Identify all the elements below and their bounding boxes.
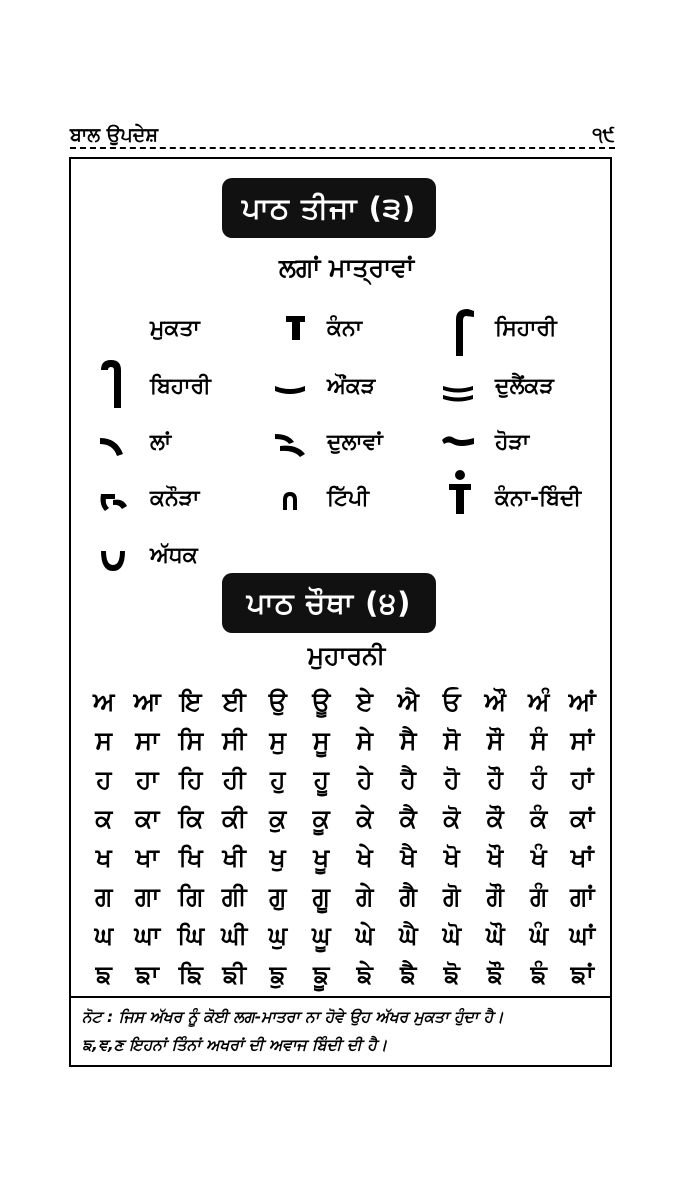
muharni-cell: ਹਿ — [179, 764, 203, 794]
muharni-cell: ਗੁ — [269, 881, 287, 911]
kanna-sign-icon — [272, 310, 312, 350]
muharni-cell: ਹਾਂ — [571, 764, 594, 794]
muharni-cell: ਕ — [95, 803, 113, 833]
muharni-cell: ਖੂ — [313, 842, 330, 872]
muharni-cell: ਘੋ — [442, 920, 462, 950]
muharni-cell: ਖਾਂ — [570, 842, 594, 872]
muharni-cell: ਕਾ — [135, 803, 160, 833]
muharni-cell: ਹਾ — [135, 764, 159, 794]
muharni-cell: ਗੂ — [312, 881, 330, 911]
matra-name: ਲਾਂ — [150, 430, 172, 455]
muharni-cell: ਙੇ — [356, 959, 373, 989]
matra-item-laan — [95, 424, 245, 464]
note-line-2: ਙ,ਞ,ਣ ਇਹਨਾਂ ਤਿੰਨਾਂ ਅਖਰਾਂ ਦੀ ਅਵਾਜ ਬਿੰਦੀ ਦੀ ਹੈ। — [82, 1036, 388, 1054]
muharni-cell: ਙ — [95, 959, 112, 989]
dulainkar-sign-icon — [440, 368, 480, 408]
note-line-1: ਨੋਟ : ਜਿਸ ਅੱਖਰ ਨੂੰ ਕੋਈ ਲਗ-ਮਾਤਰਾ ਨਾ ਹੋਵੇ ਉਹ ਅੱਖਰ ਮੁਕਤਾ ਹੁੰਦਾ ਹੈ। — [82, 1008, 504, 1026]
matra-name: ਕਨੌੜਾ — [150, 486, 200, 511]
matra-item-kanna-bindi — [440, 480, 610, 520]
muharni-cell: ਉ — [268, 686, 287, 716]
matra-name: ਬਿਹਾਰੀ — [150, 374, 211, 399]
muharni-cell: ਙੈ — [400, 959, 417, 989]
matra-item-hora — [440, 424, 590, 464]
muharni-cell: ਖੁ — [269, 842, 286, 872]
muharni-cell: ਸਿ — [178, 725, 204, 755]
matra-name: ਟਿੱਪੀ — [327, 486, 369, 511]
muharni-cell: ਗਾਂ — [570, 881, 595, 911]
muharni-cell: ਘਿ — [177, 920, 205, 950]
muharni-cell: ਸੇ — [356, 725, 374, 755]
kanaura-sign-icon — [95, 480, 135, 520]
matra-item-sihari — [440, 310, 610, 350]
muharni-cell: ਗਿ — [178, 881, 204, 911]
matra-name: ਦੁਲੈਂਕੜ — [495, 374, 554, 399]
muharni-cell: ਸੰ — [530, 725, 548, 755]
matra-item-kanaura — [95, 480, 265, 520]
muharni-cell: ਹੁ — [270, 764, 286, 794]
muharni-cell: ਖੈ — [400, 842, 417, 872]
muharni-cell: ਖ — [95, 842, 112, 872]
lesson3-subtitle: ਲਗਾਂ ਮਾਤ੍ਰਾਵਾਂ — [278, 253, 415, 282]
matra-item-addhak — [95, 537, 245, 577]
muharni-cell: ਕੰ — [530, 803, 548, 833]
lesson4-title: ਪਾਠ ਚੌਥਾ (੪) — [222, 573, 436, 633]
muharni-cell: ਆਂ — [568, 686, 596, 716]
muharni-cell: ਙੁ — [269, 959, 286, 989]
muharni-cell: ਘੰ — [529, 920, 549, 950]
muharni-cell: ਕੁ — [269, 803, 287, 833]
muharni-cell: ਹੋ — [444, 764, 460, 794]
sihari-sign-icon — [440, 294, 480, 356]
muharni-cell: ਊ — [312, 686, 331, 716]
lesson3-title: ਪਾਠ ਤੀਜਾ (੩) — [222, 178, 436, 238]
muharni-cell: ਙੂ — [313, 959, 330, 989]
muharni-cell: ਅ — [92, 686, 115, 716]
muharni-cell: ਘੌ — [485, 920, 505, 950]
muharni-cell: ਙੀ — [222, 959, 247, 989]
muharni-cell: ਸਾ — [135, 725, 160, 755]
muharni-cell: ਙਾਂ — [570, 959, 594, 989]
matra-name: ਕੰਨਾ-ਬਿੰਦੀ — [495, 486, 582, 511]
muharni-cell: ਕਿ — [178, 803, 204, 833]
muharni-cell: ਕੌ — [486, 803, 504, 833]
muharni-cell: ਕੂ — [312, 803, 330, 833]
muharni-cell: ਘੇ — [355, 920, 375, 950]
muharni-cell: ਈ — [222, 686, 246, 716]
muharni-cell: ਸੂ — [312, 725, 330, 755]
addhak-sign-icon — [95, 537, 135, 577]
muharni-cell: ਘਾਂ — [569, 920, 596, 950]
muharni-cell: ਘੂ — [311, 920, 331, 950]
muharni-cell: ਕੇ — [356, 803, 374, 833]
muharni-cell: ਏ — [356, 686, 374, 716]
page-number: ੧੯ — [592, 124, 615, 146]
muharni-cell: ਘੁ — [268, 920, 288, 950]
muharni-cell: ਹੰ — [531, 764, 547, 794]
muharni-cell: ਸੀ — [222, 725, 247, 755]
muharni-cell: ਹ — [96, 764, 112, 794]
muharni-cell: ਓ — [442, 686, 461, 716]
muharni-cell: ਗੰ — [530, 881, 548, 911]
note-box — [82, 1003, 602, 1059]
muharni-cell: ਙਾ — [135, 959, 159, 989]
matra-name: ਮੁਕਤਾ — [150, 316, 200, 341]
header-dashed-rule — [70, 147, 615, 149]
muharni-cell: ਸਾਂ — [570, 725, 595, 755]
muharni-cell: ਘਾ — [134, 920, 161, 950]
muharni-cell: ਖੰ — [530, 842, 547, 872]
note-divider — [71, 996, 610, 998]
matra-name: ਹੋੜਾ — [495, 430, 530, 455]
muharni-cell: ਗੀ — [221, 881, 247, 911]
muharni-cell: ਅੰ — [527, 686, 550, 716]
muharni-cell: ਙੌ — [487, 959, 504, 989]
muharni-cell: ਖੀ — [222, 842, 246, 872]
muharni-cell: ਙੋ — [443, 959, 460, 989]
muharni-cell: ਗੇ — [356, 881, 374, 911]
matra-item-dulainkar — [440, 368, 610, 408]
matra-item-mukta — [95, 310, 245, 350]
matra-item-kanna — [272, 310, 422, 350]
matra-item-bihari — [95, 368, 265, 408]
muharni-cell: ਹੀ — [222, 764, 246, 794]
muharni-cell: ਆ — [133, 686, 161, 716]
matra-item-aunkar — [272, 368, 442, 408]
aunkar-sign-icon — [272, 368, 312, 408]
muharni-cell: ਸੋ — [443, 725, 461, 755]
bihari-sign-icon — [95, 356, 135, 412]
muharni-cell: ਹੈ — [400, 764, 416, 794]
muharni-cell: ਗੋ — [443, 881, 461, 911]
muharni-cell: ਹੂ — [313, 764, 329, 794]
matra-item-dulavaan — [272, 424, 432, 464]
muharni-cell: ਕੀ — [221, 803, 247, 833]
laan-sign-icon — [95, 424, 135, 464]
matra-name: ਅੱਧਕ — [150, 543, 198, 568]
muharni-cell: ਙੰ — [530, 959, 547, 989]
muharni-cell: ਖੋ — [443, 842, 460, 872]
muharni-cell: ਹੌ — [487, 764, 503, 794]
matra-name: ਦੁਲਾਵਾਂ — [327, 430, 383, 455]
muharni-cell: ਗ — [95, 881, 113, 911]
muharni-cell: ਖੇ — [356, 842, 373, 872]
tippi-sign-icon — [272, 480, 312, 520]
muharni-cell: ਗੈ — [399, 881, 417, 911]
muharni-cell: ਹੇ — [357, 764, 373, 794]
matra-name: ਔਂਕੜ — [327, 374, 376, 399]
muharni-cell: ਖੌ — [487, 842, 504, 872]
matra-name: ਕੰਨਾ — [327, 316, 363, 341]
muharni-cell: ਙਿ — [178, 959, 203, 989]
muharni-cell: ਘੈ — [398, 920, 418, 950]
muharni-cell: ਇ — [179, 686, 202, 716]
muharni-cell: ਐ — [397, 686, 419, 716]
muharni-cell: ਕੋ — [443, 803, 461, 833]
page-header — [70, 118, 615, 146]
muharni-cell: ਸ — [95, 725, 113, 755]
hora-sign-icon — [440, 424, 480, 464]
muharni-cell: ਸੈ — [399, 725, 417, 755]
lesson4-subtitle: ਮੁਹਾਰਨੀ — [307, 641, 386, 670]
muharni-cell: ਘੀ — [221, 920, 248, 950]
matra-name: ਸਿਹਾਰੀ — [495, 316, 557, 341]
kanna-bindi-sign-icon — [440, 468, 480, 518]
matra-item-tippi — [272, 480, 422, 520]
book-title: ਬਾਲ ਉਪਦੇਸ਼ — [70, 124, 158, 146]
muharni-cell: ਸੌ — [486, 725, 504, 755]
muharni-cell: ਗੌ — [486, 881, 504, 911]
muharni-cell: ਸੁ — [269, 725, 287, 755]
muharni-cell: ਕਾਂ — [570, 803, 595, 833]
muharni-cell: ਔ — [484, 686, 506, 716]
muharni-cell: ਖਿ — [178, 842, 203, 872]
muharni-cell: ਘ — [94, 920, 114, 950]
dulavaan-sign-icon — [272, 424, 312, 464]
muharni-cell: ਖਾ — [135, 842, 159, 872]
muharni-cell: ਗਾ — [134, 881, 160, 911]
muharni-grid — [82, 682, 604, 994]
muharni-cell: ਕੈ — [399, 803, 417, 833]
